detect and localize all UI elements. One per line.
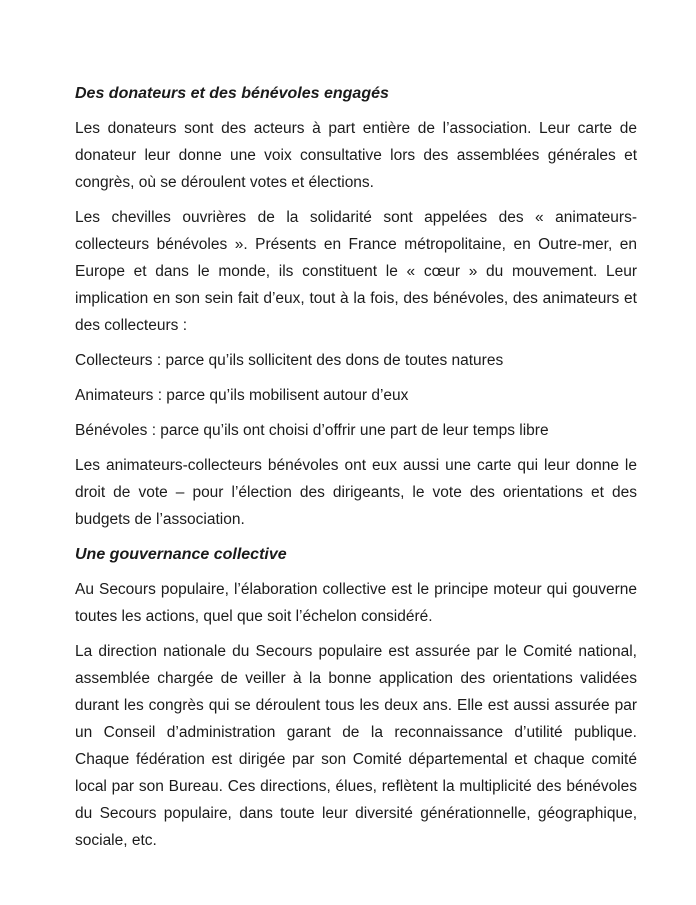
- paragraph-carte-droit-de-vote: Les animateurs-collecteurs bénévoles ont eux aussi une carte qui leur donne le droit de vote – pour l’élection des dirigeants, le vote des orientations et des budgets de l’association.: [75, 457, 637, 528]
- line-animateurs: Animateurs : parce qu’ils mobilisent autour d’eux: [75, 387, 409, 404]
- paragraph-animateurs-collecteurs: Les chevilles ouvrières de la solidarité sont appelées des « animateurs-collecteurs bénévoles ». Présents en France métropolitaine, en Outre-mer, en Europe et dans le monde, ils constituent le « cœur » du mouvement. Leur implication en son sein fait d’eux, tout à la fois, des bénévoles, des animateurs et des collecteurs :: [75, 209, 637, 334]
- paragraph-direction-nationale: La direction nationale du Secours populaire est assurée par le Comité national, assemblée chargée de veiller à la bonne application des orientations validées durant les congrès qui se déroulent tous les deux ans. Elle est aussi assurée par un Conseil d’administration garant de la reconnaissance d’utilité publique. Chaque fédération est dirigée par son Comité départemental et chaque comité local par son Bureau. Ces directions, élues, reflètent la multiplicité des bénévoles du Secours populaire, dans toute leur diversité générationnelle, géographique, sociale, etc.: [75, 643, 637, 849]
- paragraph-elaboration-collective: Au Secours populaire, l’élaboration collective est le principe moteur qui gouverne toutes les actions, quel que soit l’échelon considéré.: [75, 581, 637, 625]
- line-collecteurs: Collecteurs : parce qu’ils sollicitent des dons de toutes natures: [75, 352, 504, 369]
- section-heading-gouvernance: Une gouvernance collective: [75, 546, 287, 563]
- paragraph-donors: Les donateurs sont des acteurs à part entière de l’association. Leur carte de donateur leur donne une voix consultative lors des assemblées générales et congrès, où se déroulent votes et élections.: [75, 120, 637, 191]
- line-benevoles: Bénévoles : parce qu’ils ont choisi d’offrir une part de leur temps libre: [75, 422, 549, 439]
- section-heading-donors-volunteers: Des donateurs et des bénévoles engagés: [75, 85, 389, 102]
